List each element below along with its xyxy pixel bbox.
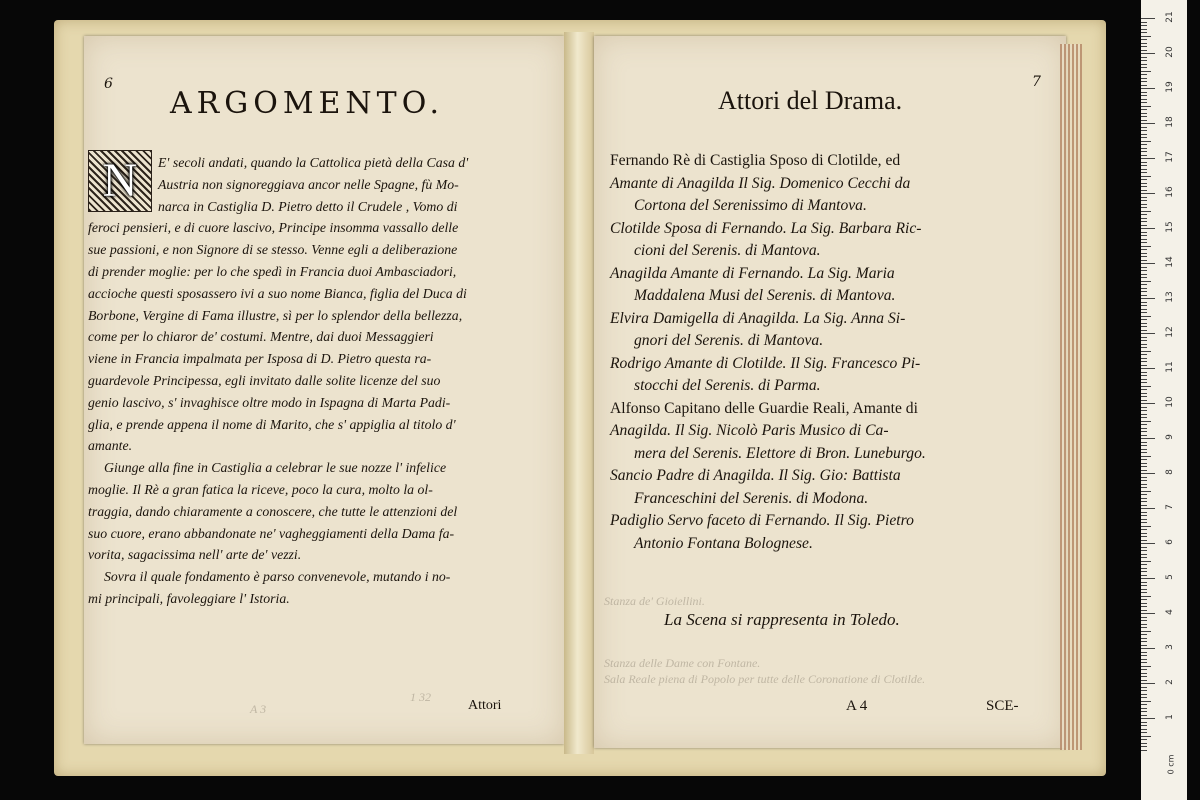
ruler-tick — [1141, 155, 1147, 156]
left-page-heading: ARGOMENTO. — [170, 86, 445, 121]
ruler-tick — [1141, 95, 1147, 96]
ruler-tick — [1141, 575, 1147, 576]
ruler-tick — [1141, 330, 1147, 331]
ruler-tick — [1141, 53, 1155, 54]
ruler-tick — [1141, 550, 1147, 551]
ruler-tick — [1141, 463, 1147, 464]
ruler-label: 17 — [1165, 151, 1175, 163]
ruler-tick — [1141, 673, 1147, 674]
ruler-tick — [1141, 106, 1151, 107]
ruler-tick — [1141, 498, 1147, 499]
ruler-tick — [1141, 284, 1147, 285]
ruler-tick — [1141, 428, 1147, 429]
ruler-tick — [1141, 631, 1151, 632]
ruler-tick — [1141, 414, 1147, 415]
cast-line: Rodrigo Amante di Clotilde. Il Sig. Francesco Pi- — [610, 354, 921, 372]
ruler-tick — [1141, 645, 1147, 646]
cast-line: Clotilde Sposa di Fernando. La Sig. Barbara Ric- — [610, 219, 922, 237]
ruler-tick — [1141, 613, 1155, 614]
ruler-tick — [1141, 690, 1147, 691]
ruler-tick — [1141, 725, 1147, 726]
ruler-tick — [1141, 540, 1147, 541]
ruler-tick — [1141, 557, 1147, 558]
bleed-line: Stanza delle Dame con Fontane. — [604, 656, 761, 670]
ruler-tick — [1141, 183, 1147, 184]
ruler-tick — [1141, 204, 1147, 205]
text-line: Borbone, Vergine di Fama illustre, sì per lo splendor della bellezza, — [88, 307, 463, 323]
ruler-tick — [1141, 417, 1147, 418]
cast-line: Fernando Rè di Castiglia Sposo di Clotilde, ed — [610, 152, 901, 169]
ruler-tick — [1141, 43, 1147, 44]
measuring-ruler — [1141, 0, 1187, 800]
ruler-tick — [1141, 225, 1147, 226]
ruler-tick — [1141, 277, 1147, 278]
ruler-tick — [1141, 410, 1147, 411]
ruler-tick — [1141, 368, 1155, 369]
ruler-label: 20 — [1165, 46, 1175, 58]
ruler-tick — [1141, 722, 1147, 723]
ruler-tick — [1141, 431, 1147, 432]
ruler-tick — [1141, 750, 1147, 751]
ruler-tick — [1141, 606, 1147, 607]
ruler-tick — [1141, 746, 1147, 747]
ruler-tick — [1141, 494, 1147, 495]
ruler-tick — [1141, 207, 1147, 208]
ruler-tick — [1141, 662, 1147, 663]
ruler-tick — [1141, 130, 1147, 131]
ruler-tick — [1141, 624, 1147, 625]
ruler-tick — [1141, 246, 1151, 247]
bleed-line: Stanza de' Gioiellini. — [604, 594, 705, 608]
ruler-tick — [1141, 627, 1147, 628]
ruler-tick — [1141, 382, 1147, 383]
ruler-tick — [1141, 365, 1147, 366]
ruler-tick — [1141, 554, 1147, 555]
ruler-tick — [1141, 281, 1151, 282]
text-line: Giunge alla fine in Castiglia a celebrar le sue nozze l' infelice — [104, 460, 447, 476]
ruler-tick — [1141, 218, 1147, 219]
ruler-label: 9 — [1165, 434, 1175, 440]
ruler-tick — [1141, 424, 1147, 425]
ruler-tick — [1141, 305, 1147, 306]
ruler-tick — [1141, 375, 1147, 376]
text-line: Sovra il quale fondamento è parso convenevole, mutando i no- — [104, 569, 451, 585]
ruler-tick — [1141, 704, 1147, 705]
text-line: mi principali, favoleggiare l' Istoria. — [88, 591, 290, 606]
ruler-tick — [1141, 648, 1155, 649]
scene-note: La Scena si rappresenta in Toledo. — [664, 610, 900, 629]
ruler-tick — [1141, 228, 1155, 229]
ruler-tick — [1141, 312, 1147, 313]
book-gutter — [564, 32, 594, 754]
ruler-tick — [1141, 29, 1147, 30]
ruler-tick — [1141, 519, 1147, 520]
ruler-tick — [1141, 260, 1147, 261]
ruler-tick — [1141, 316, 1151, 317]
text-line: di prender moglie: per lo che spedì in Francia duoi Ambasciadori, — [88, 264, 457, 279]
ruler-tick — [1141, 347, 1147, 348]
ruler-tick — [1141, 190, 1147, 191]
ruler-tick — [1141, 186, 1147, 187]
ruler-tick — [1141, 659, 1147, 660]
ruler-tick — [1141, 22, 1147, 23]
decorated-initial — [88, 150, 152, 212]
cast-line: gnori del Serenis. di Mantova. — [634, 332, 824, 349]
ruler-tick — [1141, 641, 1147, 642]
ruler-label: 16 — [1165, 186, 1175, 198]
ruler-tick — [1141, 102, 1147, 103]
ruler-label: 3 — [1165, 644, 1175, 650]
ruler-tick — [1141, 162, 1147, 163]
ruler-tick — [1141, 32, 1147, 33]
ruler-tick — [1141, 477, 1147, 478]
text-line: sue passioni, e non Signore di se stesso. Venne egli a deliberazione — [88, 242, 458, 258]
ruler-tick — [1141, 235, 1147, 236]
cast-line: Amante di Anagilda Il Sig. Domenico Cecchi da — [610, 174, 911, 192]
ruler-tick — [1141, 309, 1147, 310]
ruler-tick — [1141, 617, 1147, 618]
ruler-tick — [1141, 715, 1147, 716]
ruler-tick — [1141, 172, 1147, 173]
ruler-tick — [1141, 487, 1147, 488]
ruler-tick — [1141, 396, 1147, 397]
ruler-tick — [1141, 57, 1147, 58]
ruler-tick — [1141, 515, 1147, 516]
ruler-tick — [1141, 148, 1147, 149]
ruler-tick — [1141, 78, 1147, 79]
ruler-tick — [1141, 435, 1147, 436]
ruler-label: 6 — [1165, 539, 1175, 545]
ruler-tick — [1141, 680, 1147, 681]
ruler-tick — [1141, 144, 1147, 145]
right-page-number: 7 — [1032, 74, 1041, 90]
ruler-tick — [1141, 533, 1147, 534]
ruler-tick — [1141, 109, 1147, 110]
ruler-tick — [1141, 589, 1147, 590]
ruler-tick — [1141, 736, 1151, 737]
cast-line: Franceschini del Serenis. di Modona. — [634, 489, 869, 507]
ruler-label: 19 — [1165, 81, 1175, 93]
text-line: feroci pensieri, e di cuore lascivo, Principe insomma vassallo delle — [88, 220, 459, 236]
ruler-tick — [1141, 620, 1147, 621]
ruler-tick — [1141, 36, 1151, 37]
ruler-tick — [1141, 372, 1147, 373]
ruler-tick — [1141, 120, 1147, 121]
ruler-tick — [1141, 508, 1155, 509]
ruler-tick — [1141, 407, 1147, 408]
ruler-tick — [1141, 400, 1147, 401]
ruler-tick — [1141, 379, 1147, 380]
ruler-tick — [1141, 302, 1147, 303]
ruler-tick — [1141, 592, 1147, 593]
ruler-tick — [1141, 85, 1147, 86]
cast-line: mera del Serenis. Elettore di Bron. Luneburgo. — [634, 444, 926, 462]
ruler-unit: 0 cm — [1166, 754, 1176, 775]
ruler-tick — [1141, 701, 1151, 702]
ruler-tick — [1141, 18, 1155, 19]
ruler-tick — [1141, 505, 1147, 506]
ruler-tick — [1141, 676, 1147, 677]
ruler-tick — [1141, 25, 1147, 26]
ruler-tick — [1141, 501, 1147, 502]
cast-line: cioni del Serenis. di Mantova. — [634, 242, 821, 259]
drop-cap-letter: N — [102, 154, 138, 207]
ruler-tick — [1141, 326, 1147, 327]
ruler-tick — [1141, 319, 1147, 320]
ruler-tick — [1141, 46, 1147, 47]
ruler-tick — [1141, 452, 1147, 453]
ruler-tick — [1141, 270, 1147, 271]
cast-line: Padiglio Servo faceto di Fernando. Il Sig. Pietro — [610, 512, 914, 529]
ruler-tick — [1141, 179, 1147, 180]
ruler-tick — [1141, 113, 1147, 114]
ruler-tick — [1141, 165, 1147, 166]
ruler-label: 1 — [1165, 714, 1175, 720]
ruler-label: 13 — [1165, 291, 1175, 303]
ruler-tick — [1141, 529, 1147, 530]
ruler-tick — [1141, 74, 1147, 75]
ruler-tick — [1141, 652, 1147, 653]
right-page-heading: Attori del Drama. — [718, 86, 903, 115]
ruler-label: 2 — [1165, 679, 1175, 685]
ruler-tick — [1141, 666, 1151, 667]
ruler-tick — [1141, 141, 1151, 142]
ruler-tick — [1141, 491, 1151, 492]
ruler-label: 5 — [1165, 574, 1175, 580]
ruler-tick — [1141, 571, 1147, 572]
text-line: accioche questi sposassero ivi a suo nome Bianca, figlia del Duca di — [88, 285, 467, 301]
ruler-tick — [1141, 354, 1147, 355]
ruler-label: 7 — [1165, 504, 1175, 510]
signature-mark: A 4 — [846, 698, 868, 714]
ruler-tick — [1141, 193, 1155, 194]
ruler-tick — [1141, 71, 1151, 72]
ruler-tick — [1141, 386, 1151, 387]
ruler-tick — [1141, 526, 1151, 527]
page-edges — [1060, 44, 1082, 750]
ruler-tick — [1141, 442, 1147, 443]
bleed-mark: A 3 — [250, 702, 267, 716]
ruler-tick — [1141, 599, 1147, 600]
ruler-tick — [1141, 274, 1147, 275]
text-line: vorita, sagacissima nell' arte de' vezzi. — [88, 547, 302, 563]
text-line: guardevole Principessa, egli invitato dalle solite licenze del suo — [88, 373, 441, 388]
ruler-tick — [1141, 99, 1147, 100]
ruler-tick — [1141, 694, 1147, 695]
ruler-tick — [1141, 683, 1155, 684]
ruler-tick — [1141, 64, 1147, 65]
text-line: moglie. Il Rè a gran fatica la riceve, poco la cura, molto la ol- — [88, 482, 433, 497]
ruler-tick — [1141, 456, 1151, 457]
cast-line: Cortona del Serenissimo di Mantova. — [634, 197, 867, 214]
ruler-tick — [1141, 421, 1151, 422]
ruler-tick — [1141, 564, 1147, 565]
ruler-tick — [1141, 333, 1155, 334]
ruler-tick — [1141, 221, 1147, 222]
ruler-tick — [1141, 603, 1147, 604]
ruler-tick — [1141, 389, 1147, 390]
ruler-tick — [1141, 634, 1147, 635]
cast-line: Antonio Fontana Bolognese. — [634, 534, 813, 552]
cast-line: stocchi del Serenis. di Parma. — [634, 377, 821, 394]
text-line: genio lascivo, s' invaghisce oltre modo in Ispagna di Marta Padi- — [88, 394, 451, 410]
ruler-label: 10 — [1165, 396, 1175, 408]
text-line: E' secoli andati, quando la Cattolica pietà della Casa d' — [158, 155, 469, 170]
ruler-tick — [1141, 214, 1147, 215]
ruler-tick — [1141, 547, 1147, 548]
ruler-tick — [1141, 92, 1147, 93]
ruler-tick — [1141, 480, 1147, 481]
ruler-tick — [1141, 711, 1147, 712]
ruler-tick — [1141, 484, 1147, 485]
cast-line: Anagilda Amante di Fernando. La Sig. Maria — [610, 264, 895, 282]
ruler-tick — [1141, 585, 1147, 586]
ruler-tick — [1141, 358, 1147, 359]
text-line: come per lo chiaror de' costumi. Mentre, dai duoi Messaggieri — [88, 329, 434, 345]
ruler-tick — [1141, 81, 1147, 82]
ruler-tick — [1141, 655, 1147, 656]
bleed-line: Sala Reale piena di Popolo per tutte delle Coronatione di Clotilde. — [604, 672, 926, 686]
text-line: viene in Francia impalmata per Isposa di D. Pietro questa ra- — [88, 351, 432, 367]
left-page — [84, 36, 564, 744]
text-line: traggia, dando chiaramente a conoscere, che tutte le attenzioni del — [88, 503, 458, 519]
ruler-tick — [1141, 596, 1151, 597]
ruler-tick — [1141, 337, 1147, 338]
ruler-tick — [1141, 176, 1151, 177]
ruler-tick — [1141, 123, 1155, 124]
right-catchword: SCE- — [986, 698, 1019, 714]
ruler-tick — [1141, 116, 1147, 117]
cast-line: Sancio Padre di Anagilda. Il Sig. Gio: Battista — [610, 467, 901, 484]
cast-line: Alfonso Capitano delle Guardie Reali, Amante di — [610, 399, 918, 417]
ruler-tick — [1141, 466, 1147, 467]
cast-line: Anagilda. Il Sig. Nicolò Paris Musico di Ca- — [610, 422, 889, 439]
ruler-tick — [1141, 351, 1151, 352]
ruler-tick — [1141, 708, 1147, 709]
ruler-tick — [1141, 295, 1147, 296]
ruler-tick — [1141, 718, 1155, 719]
ruler-tick — [1141, 137, 1147, 138]
ruler-tick — [1141, 239, 1147, 240]
ruler-tick — [1141, 743, 1147, 744]
ruler-tick — [1141, 638, 1147, 639]
bleed-mark: 1 32 — [410, 690, 431, 704]
ruler-label: 15 — [1165, 221, 1175, 233]
text-line: suo cuore, erano abbandonate ne' vagheggiamenti della Dama fa- — [88, 525, 455, 541]
ruler-tick — [1141, 60, 1147, 61]
ruler-tick — [1141, 242, 1147, 243]
ruler-tick — [1141, 470, 1147, 471]
ruler-tick — [1141, 536, 1147, 537]
ruler-tick — [1141, 298, 1155, 299]
ruler-tick — [1141, 249, 1147, 250]
ruler-tick — [1141, 729, 1147, 730]
ruler-tick — [1141, 459, 1147, 460]
ruler-tick — [1141, 253, 1147, 254]
ruler-tick — [1141, 568, 1147, 569]
ruler-label: 12 — [1165, 326, 1175, 338]
left-catchword: Attori — [468, 698, 502, 713]
ruler-tick — [1141, 169, 1147, 170]
ruler-tick — [1141, 669, 1147, 670]
ruler-tick — [1141, 340, 1147, 341]
ruler-tick — [1141, 687, 1147, 688]
ruler-tick — [1141, 610, 1147, 611]
text-line: glia, e prende appena il nome di Marito, che s' appiglia al titolo d' — [88, 416, 456, 432]
ruler-tick — [1141, 578, 1155, 579]
ruler-tick — [1141, 697, 1147, 698]
ruler-label: 4 — [1165, 609, 1175, 615]
ruler-tick — [1141, 361, 1147, 362]
ruler-tick — [1141, 288, 1147, 289]
ruler-tick — [1141, 134, 1147, 135]
ruler-tick — [1141, 403, 1155, 404]
ruler-tick — [1141, 344, 1147, 345]
ruler-label: 14 — [1165, 256, 1175, 268]
ruler-tick — [1141, 263, 1155, 264]
ruler-tick — [1141, 543, 1155, 544]
ruler-tick — [1141, 473, 1155, 474]
ruler-tick — [1141, 438, 1155, 439]
ruler-tick — [1141, 512, 1147, 513]
ruler-label: 11 — [1165, 361, 1175, 373]
ruler-tick — [1141, 39, 1147, 40]
ruler-label: 8 — [1165, 469, 1175, 475]
ruler-tick — [1141, 732, 1147, 733]
ruler-tick — [1141, 267, 1147, 268]
ruler-tick — [1141, 739, 1147, 740]
ruler-tick — [1141, 88, 1155, 89]
left-page-number: 6 — [104, 76, 113, 92]
text-line: Austria non signoreggiava ancor nelle Spagne, fù Mo- — [158, 176, 459, 192]
ruler-tick — [1141, 445, 1147, 446]
ruler-tick — [1141, 211, 1151, 212]
ruler-tick — [1141, 393, 1147, 394]
text-line: amante. — [88, 438, 133, 454]
text-line: narca in Castiglia D. Pietro detto il Crudele , Vomo di — [158, 198, 458, 214]
ruler-tick — [1141, 50, 1147, 51]
ruler-tick — [1141, 67, 1147, 68]
ruler-label: 21 — [1165, 11, 1175, 23]
ruler-tick — [1141, 323, 1147, 324]
ruler-tick — [1141, 158, 1155, 159]
ruler-tick — [1141, 151, 1147, 152]
ruler-tick — [1141, 256, 1147, 257]
ruler-tick — [1141, 197, 1147, 198]
ruler-tick — [1141, 449, 1147, 450]
cast-line: Maddalena Musi del Serenis. di Mantova. — [634, 287, 896, 304]
ruler-tick — [1141, 582, 1147, 583]
ruler-tick — [1141, 232, 1147, 233]
ruler-tick — [1141, 291, 1147, 292]
ruler-label: 18 — [1165, 116, 1175, 128]
ruler-tick — [1141, 200, 1147, 201]
ruler-tick — [1141, 561, 1151, 562]
ruler-tick — [1141, 522, 1147, 523]
ruler-tick — [1141, 127, 1147, 128]
cast-line: Elvira Damigella di Anagilda. La Sig. Anna Si- — [610, 309, 906, 327]
